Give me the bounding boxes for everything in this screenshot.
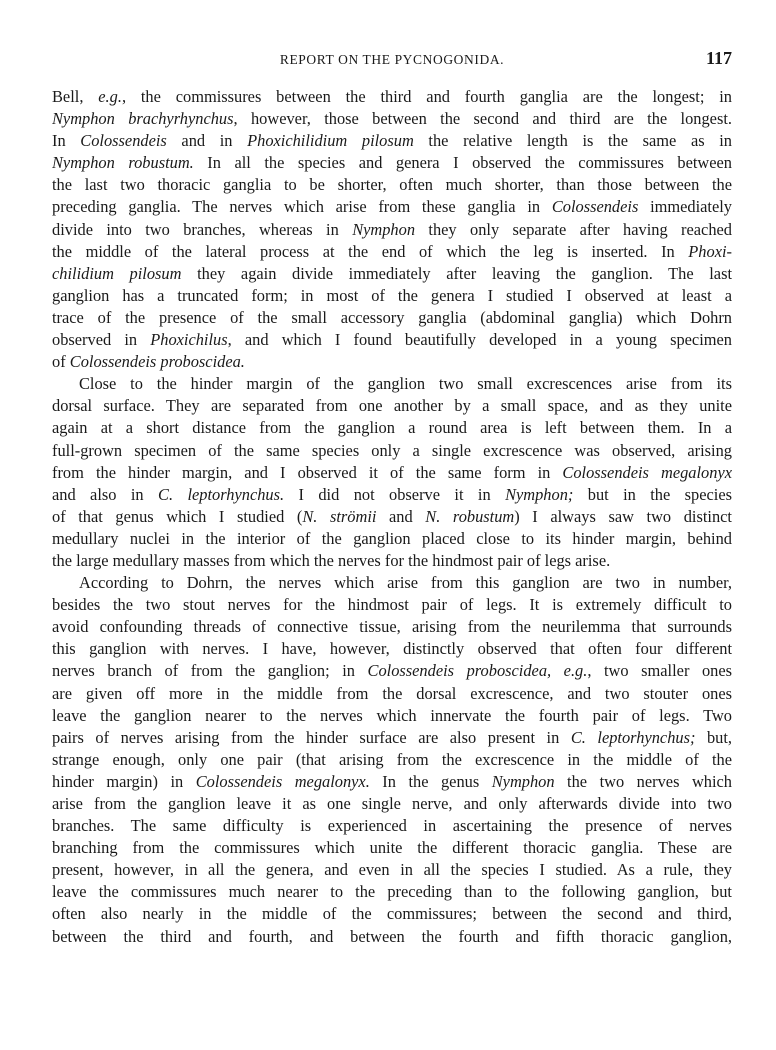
text-line bbox=[52, 440, 732, 462]
text-line bbox=[52, 572, 732, 594]
text-segment: branching from the commissures which unite the different thoracic ganglia. These are bbox=[52, 838, 732, 858]
text-segment: According to Dohrn, the nerves which arise from this ganglion are two in number, bbox=[79, 573, 732, 593]
text-segment: but, bbox=[695, 727, 732, 747]
text-segment: and in bbox=[166, 131, 248, 151]
text-segment: they only separate after having reached bbox=[415, 219, 732, 239]
text-segment: observed in bbox=[52, 330, 151, 350]
text-segment: the last two thoracic ganglia to be shorter, often much shorter, than those between the bbox=[52, 175, 732, 195]
text-line bbox=[52, 219, 732, 241]
text-segment: of bbox=[52, 352, 70, 372]
text-line bbox=[52, 660, 732, 682]
italic-term: Colossendeis megalonyx bbox=[562, 462, 732, 482]
text-line bbox=[52, 307, 732, 329]
text-line bbox=[52, 683, 732, 705]
text-line bbox=[52, 130, 732, 152]
text-segment: from the hinder margin, and I observed it of the same form in bbox=[52, 462, 563, 482]
text-line bbox=[52, 793, 732, 815]
text-line bbox=[52, 373, 732, 395]
italic-term: Nymphon; bbox=[505, 484, 574, 504]
text-line bbox=[52, 881, 732, 903]
text-line bbox=[52, 108, 732, 130]
italic-term: C. leptorhynchus; bbox=[570, 727, 696, 747]
italic-term: N. strömii bbox=[302, 506, 377, 526]
text-line bbox=[52, 926, 732, 948]
text-line bbox=[52, 329, 732, 351]
text-segment: , and which I found beautifully developed in a young specimen bbox=[227, 330, 732, 350]
text-line bbox=[52, 174, 732, 196]
text-line bbox=[52, 705, 732, 727]
text-segment: but in the species bbox=[573, 484, 732, 504]
text-segment: arise from the ganglion leave it as one single nerve, and only afterwards divide into two bbox=[52, 794, 732, 813]
text-segment: and also in bbox=[52, 484, 159, 504]
text-segment: the relative length is the same as in bbox=[413, 131, 732, 151]
text-line bbox=[52, 86, 732, 108]
text-line bbox=[52, 616, 732, 638]
text-line bbox=[52, 859, 732, 881]
text-line bbox=[52, 749, 732, 771]
text-segment: this ganglion with nerves. I have, however, distinctly observed that often four different bbox=[52, 639, 732, 659]
text-segment: the large medullary masses from which the nerves for the hindmost pair of legs arise. bbox=[52, 550, 611, 570]
italic-term: Nymphon bbox=[352, 219, 416, 239]
text-segment: leave the commissures much nearer to the preceding than to the following ganglion, but bbox=[52, 882, 732, 902]
text-segment: trace of the presence of the small accessory ganglia (abdominal ganglia) which Dohrn bbox=[52, 307, 732, 327]
text-line bbox=[52, 727, 732, 749]
page-number: 117 bbox=[705, 48, 732, 68]
text-segment: leave the ganglion nearer to the nerves which innervate the fourth pair of legs. Two bbox=[52, 705, 732, 725]
text-line bbox=[52, 196, 732, 218]
italic-term: Colossendeis bbox=[551, 197, 639, 217]
text-segment: they again divide immediately after leaving the ganglion. The last bbox=[181, 263, 732, 283]
italic-term: chilidium pilosum bbox=[52, 263, 182, 283]
body-text bbox=[52, 86, 732, 948]
italic-term: Phoxichilidium pilosum bbox=[247, 131, 414, 151]
text-segment: divide into two branches, whereas in bbox=[52, 219, 353, 239]
text-segment: , two smaller ones bbox=[587, 661, 732, 681]
italic-term: e.g. bbox=[98, 87, 122, 106]
text-line bbox=[52, 550, 732, 572]
text-segment: In all the species and genera I observed the commissures between bbox=[193, 153, 732, 173]
text-line bbox=[52, 241, 732, 263]
text-segment: branches. The same difficulty is experienced in ascertaining the presence of nerves bbox=[52, 816, 732, 836]
text-segment: Close to the hinder margin of the ganglion two small excrescences arise from its bbox=[79, 374, 732, 394]
italic-term: Nymphon brachyrhynchus bbox=[52, 109, 234, 129]
text-segment: of that genus which I studied ( bbox=[52, 506, 303, 526]
text-segment: between the third and fourth, and between the fourth and fifth thoracic ganglion, bbox=[52, 926, 732, 946]
text-line bbox=[52, 285, 732, 307]
text-segment: pairs of nerves arising from the hinder surface are also present in bbox=[52, 727, 571, 747]
text-segment: , the commissures between the third and fourth ganglia are the longest; in bbox=[121, 87, 732, 106]
text-line bbox=[52, 484, 732, 506]
text-line bbox=[52, 903, 732, 925]
italic-term: Colossendeis megalonyx. bbox=[195, 771, 370, 791]
text-segment: dorsal surface. They are separated from one another by a small space, and as they unite bbox=[52, 396, 732, 416]
text-segment: medullary nuclei in the interior of the ganglion placed close to its hinder margin, behind bbox=[52, 528, 732, 548]
text-segment: nerves branch of from the ganglion; in bbox=[52, 661, 368, 681]
text-segment: immediately bbox=[638, 197, 732, 217]
text-line bbox=[52, 506, 732, 528]
text-line bbox=[52, 594, 732, 616]
text-line bbox=[52, 395, 732, 417]
text-segment: strange enough, only one pair (that arising from the excrescence in the middle of the bbox=[52, 749, 732, 769]
text-segment: are given off more in the middle from the dorsal excrescence, and two stouter ones bbox=[52, 683, 732, 703]
text-line bbox=[52, 152, 732, 174]
italic-term: Phoxi- bbox=[688, 241, 732, 261]
italic-term: Nymphon bbox=[491, 771, 555, 791]
italic-term: C. leptorhynchus. bbox=[158, 484, 285, 504]
italic-term: Nymphon robustum. bbox=[52, 153, 194, 173]
text-segment: ganglion has a truncated form; in most of the genera I studied I observed at least a bbox=[52, 285, 732, 305]
text-line bbox=[52, 462, 732, 484]
text-segment: Bell, bbox=[52, 87, 99, 106]
text-segment: In bbox=[52, 131, 81, 151]
text-segment: avoid confounding threads of connective tissue, arising from the neurilemma that surrounds bbox=[52, 617, 732, 637]
text-line bbox=[52, 837, 732, 859]
text-segment: full-grown specimen of the same species only a single excrescence was observed, arising bbox=[52, 440, 732, 460]
text-segment: the middle of the lateral process at the end of which the leg is inserted. In bbox=[52, 241, 689, 261]
text-segment: hinder margin) in bbox=[52, 771, 196, 791]
italic-term: N. robustum bbox=[425, 506, 515, 526]
italic-term: Phoxichilus bbox=[150, 330, 228, 350]
text-segment: besides the two stout nerves for the hindmost pair of legs. It is extremely difficult to bbox=[52, 595, 732, 615]
text-segment: the two nerves which bbox=[554, 771, 732, 791]
text-segment: again at a short distance from the ganglion a round area is left between them. In a bbox=[52, 418, 732, 438]
text-line bbox=[52, 417, 732, 439]
text-line bbox=[52, 263, 732, 285]
text-line bbox=[52, 638, 732, 660]
running-title: REPORT ON THE PYCNOGONIDA. bbox=[279, 52, 505, 67]
text-segment: I did not observe it in bbox=[284, 484, 506, 504]
text-segment: ) I always saw two distinct bbox=[514, 506, 732, 526]
text-segment: often also nearly in the middle of the commissures; between the second and third, bbox=[52, 904, 732, 924]
text-line bbox=[52, 771, 732, 793]
text-segment: In the genus bbox=[369, 771, 492, 791]
italic-term: Colossendeis bbox=[80, 131, 167, 151]
italic-term: Colossendeis proboscidea, e.g. bbox=[367, 661, 588, 681]
text-line bbox=[52, 815, 732, 837]
text-segment: present, however, in all the genera, and even in all the species I studied. As a rule, they bbox=[52, 860, 732, 880]
text-line bbox=[52, 528, 732, 550]
text-segment: and bbox=[376, 506, 426, 526]
running-head bbox=[52, 48, 732, 72]
text-line bbox=[52, 351, 732, 373]
text-segment: , however, those between the second and third are the longest. bbox=[233, 109, 732, 129]
italic-term: Colossendeis proboscidea. bbox=[69, 352, 245, 372]
text-segment: preceding ganglia. The nerves which arise from these ganglia in bbox=[52, 197, 552, 217]
